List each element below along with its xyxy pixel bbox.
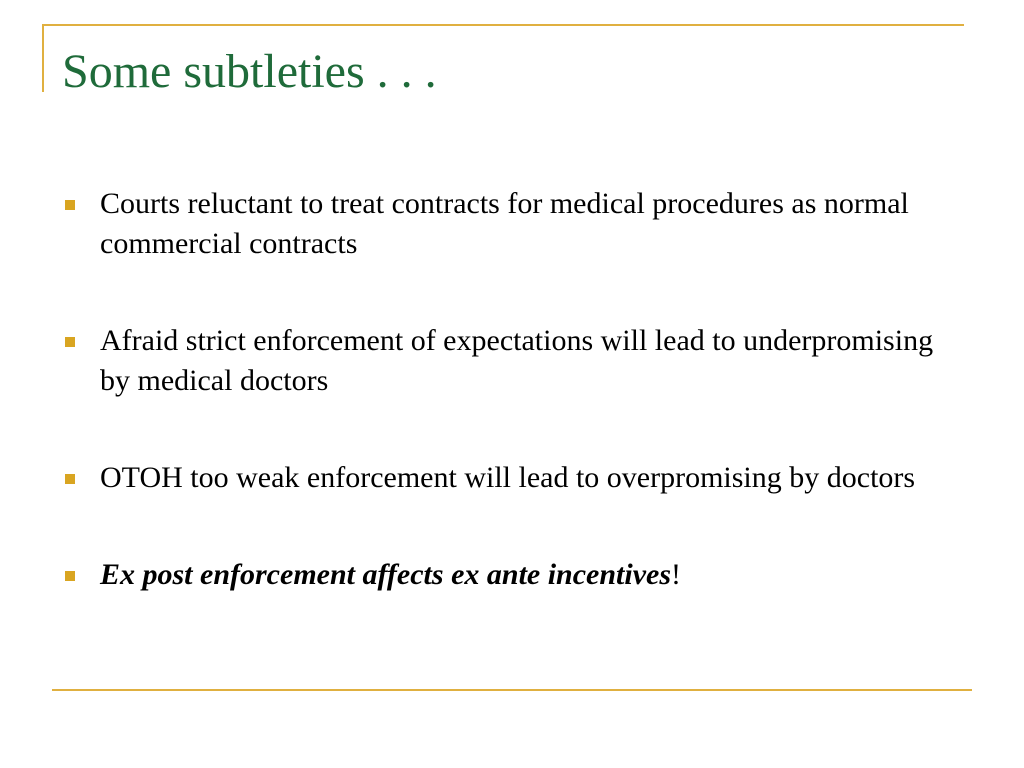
bullet-suffix-text: !	[671, 558, 682, 591]
bullet-text: Afraid strict enforcement of expectations will lead to underpromising by medical doctors	[100, 324, 934, 397]
bullet-text: OTOH too weak enforcement will lead to overpromising by doctors	[100, 461, 916, 494]
slide-title: Some subtleties . . .	[62, 45, 437, 98]
bullet-emphasis-text: Ex post enforcement affects ex ante incentives	[100, 558, 672, 591]
bullet-item	[62, 184, 942, 264]
bullet-item	[62, 555, 942, 595]
bullet-item	[62, 321, 942, 401]
bullet-list	[62, 184, 942, 652]
left-accent-line	[42, 24, 44, 92]
square-bullet-icon	[65, 474, 75, 484]
top-accent-line	[42, 24, 964, 26]
square-bullet-icon	[65, 200, 75, 210]
bullet-item	[62, 458, 942, 498]
bullet-text: Courts reluctant to treat contracts for medical procedures as normal commercial contracts	[100, 187, 909, 260]
square-bullet-icon	[65, 571, 75, 581]
bottom-accent-line	[52, 689, 972, 691]
square-bullet-icon	[65, 337, 75, 347]
